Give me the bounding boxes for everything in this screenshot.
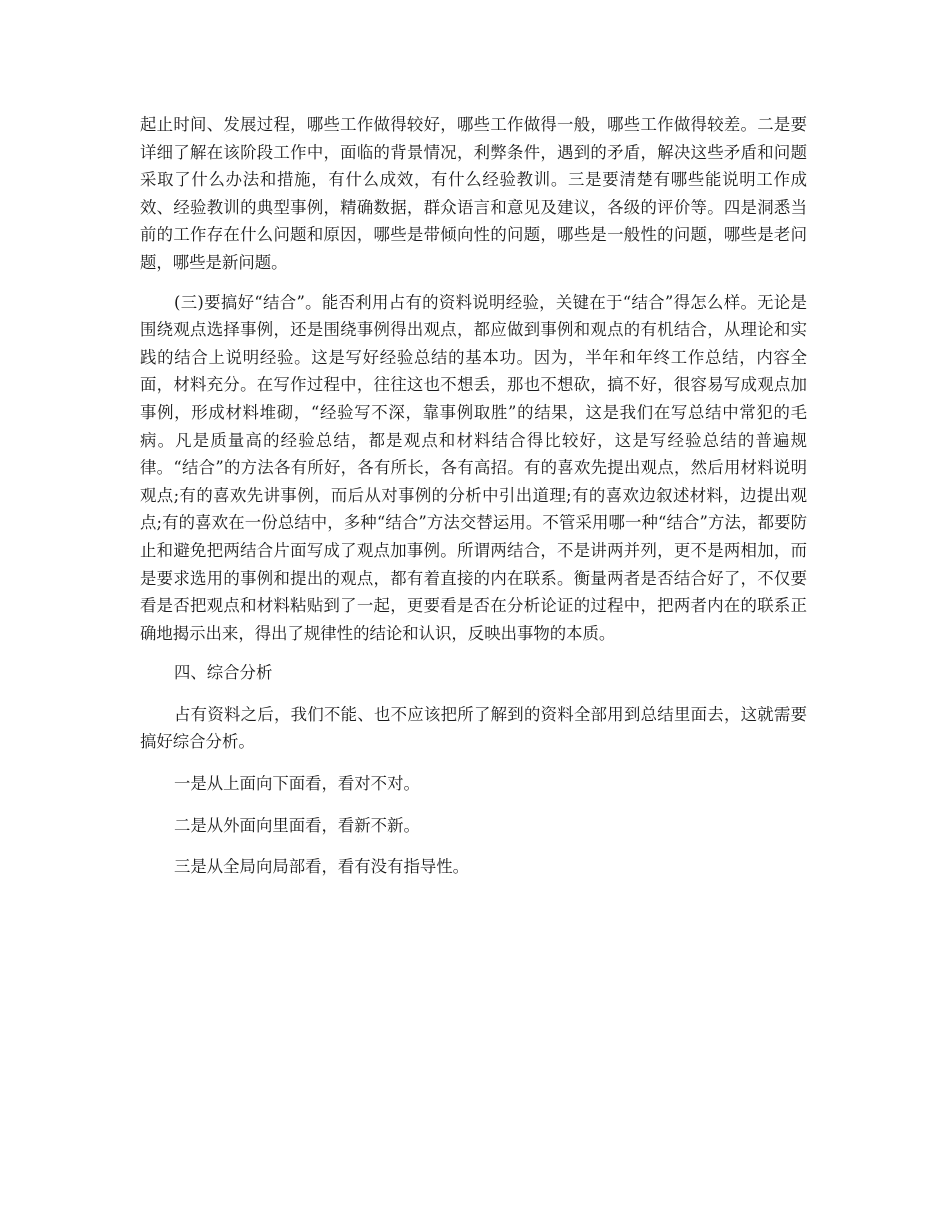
list-item-outside-in: 二是从外面向里面看，看新不新。 [174,815,420,835]
section-heading-comprehensive-analysis: 四、综合分析 [174,663,273,683]
list-item-top-down: 一是从上面向下面看，看对不对。 [174,774,420,794]
list-item-global-local: 三是从全局向局部看，看有没有指导性。 [174,857,470,877]
paragraph-combination: (三)要搞好“结合”。能否利用占有的资料说明经验，关键在于“结合”得怎么样。无论是围绕观点选择事例，还是围绕事例得出观点，都应做到事例和观点的有机结合，从理论和实践的结合上说明经验。这是写好经验总结的基本功。因为，半年和年终工作总结，内容全面，材料充分。在写作过程中，往往这也不想丢，那也不想砍，搞不好，很容易写成观点加事例，形成材料堆砌，“经验写不深，靠事例取胜”的结果，这是我们在写总结中常犯的毛病。凡是质量高的经验总结，都是观点和材料结合得比较好，这是写经验总结的普遍规律。“结合”的方法各有所好，各有所长，各有高招。有的喜欢先提出观点，然后用材料说明观点;有的喜欢先讲事例，而后从对事例的分析中引出道理;有的喜欢边叙述材料，边提出观点;有的喜欢在一份总结中，多种“结合”方法交替运用。不管采用哪一种“结合”方法，都要防止和避免把两结合片面写成了观点加事例。所谓两结合，不是讲两并列，更不是两相加，而是要求选用的事例和提出的观点，都有着直接的内在联系。衡量两者是否结合好了，不仅要看是否把观点和材料粘贴到了一起，更要看是否在分析论证的过程中，把两者内在的联系正确地揭示出来，得出了规律性的结论和认识，反映出事物的本质。 [140,292,807,643]
document-body [140,111,807,894]
paragraph-analysis-intro: 占有资料之后，我们不能、也不应该把所了解到的资料全部用到总结里面去，这就需要搞好综合分析。 [140,704,807,752]
paragraph-review-checklist: 起止时间、发展过程，哪些工作做得较好，哪些工作做得一般，哪些工作做得较差。二是要详细了解在该阶段工作中，面临的背景情况，利弊条件，遇到的矛盾，解决这些矛盾和问题采取了什么办法和措施，有什么成效，有什么经验教训。三是要清楚有哪些能说明工作成效、经验教训的典型事例，精确数据，群众语言和意见及建议，各级的评价等。四是洞悉当前的工作存在什么问题和原因，哪些是带倾向性的问题，哪些是一般性的问题，哪些是老问题，哪些是新问题。 [140,115,807,272]
